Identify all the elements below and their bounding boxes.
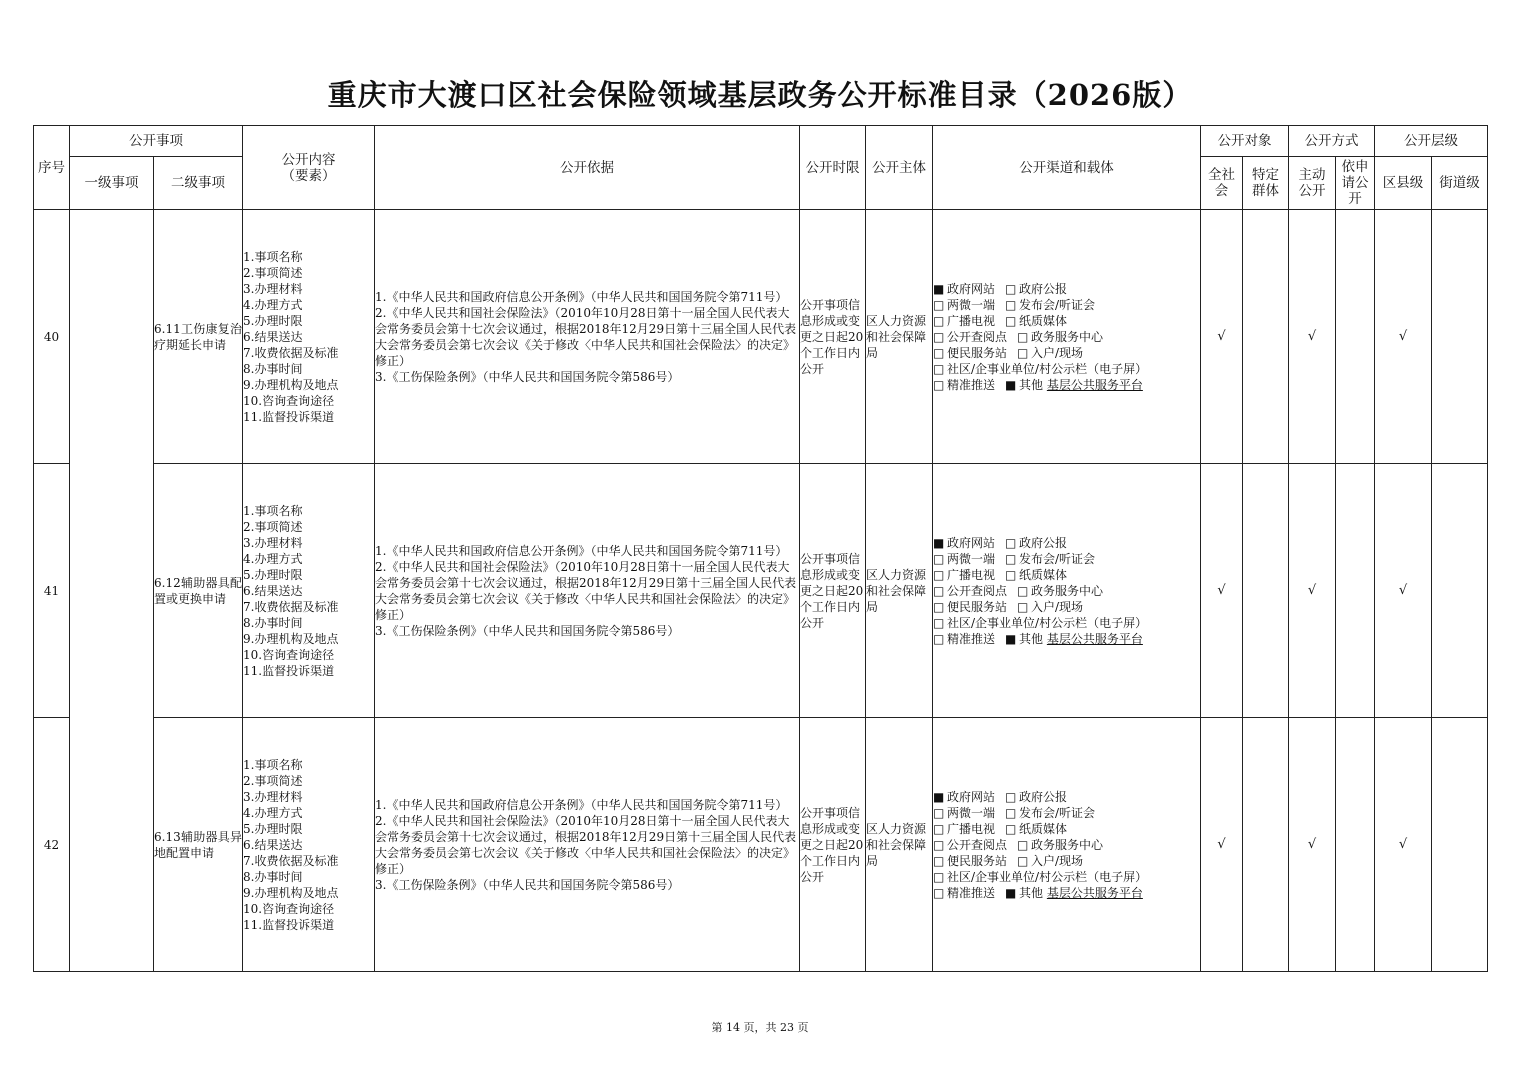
- channel-line: [933, 821, 1200, 837]
- disclosure-channels: [933, 210, 1201, 464]
- channel-option: 广播电视: [947, 821, 996, 836]
- content-element: 6.结果送达: [243, 329, 303, 344]
- content-element: 11.监督投诉渠道: [243, 917, 335, 932]
- content-element: 8.办事时间: [243, 615, 303, 630]
- channel-other-detail: 基层公共服务平台: [1046, 631, 1143, 646]
- content-element: 4.办理方式: [243, 805, 303, 820]
- channel-option: 政府网站: [947, 535, 996, 550]
- table-row: [34, 718, 1488, 972]
- content-element: 1.事项名称: [243, 757, 303, 772]
- disclosure-time-limit: 公开事项信息形成或变更之日起20个工作日内公开: [800, 210, 866, 464]
- level-county-mark: √: [1375, 210, 1432, 464]
- unchecked-box-icon: □: [933, 567, 945, 582]
- channel-option: 发布会/听证会: [1019, 551, 1096, 566]
- col-header-basis: 公开依据: [375, 126, 800, 210]
- channel-option: 其他: [1019, 885, 1044, 900]
- channel-option: 公开查阅点: [947, 583, 1008, 598]
- content-element: 5.办理时限: [243, 821, 303, 836]
- content-element: 7.收费依据及标准: [243, 853, 339, 868]
- channel-option: 纸质媒体: [1019, 821, 1068, 836]
- content-element: 11.监督投诉渠道: [243, 663, 335, 678]
- content-elements: [243, 464, 375, 718]
- basis-item: 1.《中华人民共和国政府信息公开条例》（中华人民共和国国务院令第711号）: [375, 543, 788, 558]
- channel-option: 两微一端: [947, 297, 996, 312]
- checked-box-icon: ■: [933, 789, 945, 804]
- channel-option: 其他: [1019, 377, 1044, 392]
- row-number: 42: [34, 718, 70, 972]
- channel-option: 其他: [1019, 631, 1044, 646]
- channel-option: 公开查阅点: [947, 329, 1008, 344]
- unchecked-box-icon: □: [1017, 837, 1029, 852]
- col-header-time: 公开时限: [800, 126, 866, 210]
- unchecked-box-icon: □: [1005, 821, 1017, 836]
- unchecked-box-icon: □: [1017, 853, 1029, 868]
- col-header-level1: 一级事项: [70, 157, 154, 210]
- channel-option: 政府公报: [1019, 535, 1068, 550]
- content-element: 9.办理机构及地点: [243, 631, 339, 646]
- content-element: 3.办理材料: [243, 281, 303, 296]
- method-request-mark: [1336, 718, 1375, 972]
- channel-line: [933, 535, 1200, 551]
- channel-option: 政府公报: [1019, 281, 1068, 296]
- channel-line: [933, 631, 1200, 647]
- channel-option: 政府公报: [1019, 789, 1068, 804]
- unchecked-box-icon: □: [1017, 599, 1029, 614]
- channel-option: 精准推送: [947, 885, 996, 900]
- channel-option: 入户/现场: [1031, 853, 1084, 868]
- channel-line: [933, 599, 1200, 615]
- channel-option: 发布会/听证会: [1019, 297, 1096, 312]
- table-row: [34, 210, 1488, 464]
- channel-line: [933, 313, 1200, 329]
- disclosure-time-limit: 公开事项信息形成或变更之日起20个工作日内公开: [800, 718, 866, 972]
- channel-option: 便民服务站: [947, 345, 1008, 360]
- content-element: 3.办理材料: [243, 789, 303, 804]
- level-street-mark: [1432, 210, 1488, 464]
- basis-item: 1.《中华人民共和国政府信息公开条例》（中华人民共和国国务院令第711号）: [375, 797, 788, 812]
- channel-line: [933, 345, 1200, 361]
- channel-line: [933, 551, 1200, 567]
- unchecked-box-icon: □: [933, 551, 945, 566]
- content-element: 7.收费依据及标准: [243, 345, 339, 360]
- unchecked-box-icon: □: [933, 885, 945, 900]
- col-header-audience-specific: 特定群体: [1243, 157, 1289, 210]
- unchecked-box-icon: □: [1017, 583, 1029, 598]
- col-header-items: 公开事项: [70, 126, 243, 157]
- unchecked-box-icon: □: [1005, 567, 1017, 582]
- col-header-method-active: 主动公开: [1289, 157, 1336, 210]
- col-header-channel: 公开渠道和载体: [933, 126, 1201, 210]
- col-header-level: 公开层级: [1375, 126, 1488, 157]
- unchecked-box-icon: □: [933, 313, 945, 328]
- basis-item: 2.《中华人民共和国社会保险法》（2010年10月28日第十一届全国人民代表大会常务委员会第十七次会议通过，根据2018年12月29日第十三届全国人民代表大会常务委员会第七次会议《关于修改〈中华人民共和国社会保险法〉的决定》修正）: [375, 305, 797, 368]
- channel-option: 政府网站: [947, 789, 996, 804]
- col-header-level2: 二级事项: [154, 157, 243, 210]
- row-number: 41: [34, 464, 70, 718]
- checked-box-icon: ■: [1005, 885, 1017, 900]
- basis-item: 3.《工伤保险条例》（中华人民共和国国务院令第586号）: [375, 623, 680, 638]
- method-active-mark: √: [1289, 464, 1336, 718]
- channel-line: [933, 297, 1200, 313]
- content-element: 7.收费依据及标准: [243, 599, 339, 614]
- channel-option: 政务服务中心: [1031, 329, 1104, 344]
- col-header-audience: 公开对象: [1201, 126, 1289, 157]
- disclosure-channels: [933, 464, 1201, 718]
- content-element: 6.结果送达: [243, 837, 303, 852]
- unchecked-box-icon: □: [933, 631, 945, 646]
- col-header-level-county: 区县级: [1375, 157, 1432, 210]
- level-street-mark: [1432, 464, 1488, 718]
- col-header-content: [243, 126, 375, 210]
- col-header-subject: 公开主体: [866, 126, 933, 210]
- checked-box-icon: ■: [1005, 631, 1017, 646]
- unchecked-box-icon: □: [1005, 805, 1017, 820]
- channel-option: 纸质媒体: [1019, 567, 1068, 582]
- content-element: 2.事项简述: [243, 773, 303, 788]
- unchecked-box-icon: □: [933, 599, 945, 614]
- channel-line: [933, 789, 1200, 805]
- table-row: [34, 464, 1488, 718]
- content-element: 8.办事时间: [243, 869, 303, 884]
- unchecked-box-icon: □: [1005, 789, 1017, 804]
- level2-item: 6.13辅助器具异地配置申请: [154, 718, 243, 972]
- content-element: 10.咨询查询途径: [243, 647, 335, 662]
- audience-all-mark: √: [1201, 718, 1243, 972]
- level-county-mark: √: [1375, 718, 1432, 972]
- channel-option: 两微一端: [947, 805, 996, 820]
- basis-item: 2.《中华人民共和国社会保险法》（2010年10月28日第十一届全国人民代表大会常务委员会第十七次会议通过，根据2018年12月29日第十三届全国人民代表大会常务委员会第七次会议《关于修改〈中华人民共和国社会保险法〉的决定》修正）: [375, 559, 797, 622]
- unchecked-box-icon: □: [933, 615, 945, 630]
- content-element: 4.办理方式: [243, 551, 303, 566]
- checked-box-icon: ■: [1005, 377, 1017, 392]
- unchecked-box-icon: □: [933, 853, 945, 868]
- checked-box-icon: ■: [933, 535, 945, 550]
- channel-option: 政务服务中心: [1031, 583, 1104, 598]
- disclosure-basis: [375, 210, 800, 464]
- row-number: 40: [34, 210, 70, 464]
- disclosure-subject: 区人力资源和社会保障局: [866, 464, 933, 718]
- content-element: 1.事项名称: [243, 503, 303, 518]
- level2-item: 6.11工伤康复治疗期延长申请: [154, 210, 243, 464]
- channel-option: 发布会/听证会: [1019, 805, 1096, 820]
- content-element: 3.办理材料: [243, 535, 303, 550]
- page-footer: 第 14 页，共 23 页: [711, 1021, 809, 1034]
- content-element: 9.办理机构及地点: [243, 377, 339, 392]
- channel-option: 社区/企事业单位/村公示栏（电子屏）: [947, 361, 1148, 376]
- content-elements: [243, 210, 375, 464]
- disclosure-basis: [375, 464, 800, 718]
- col-header-audience-all: 全社会: [1201, 157, 1243, 210]
- unchecked-box-icon: □: [1017, 329, 1029, 344]
- basis-item: 2.《中华人民共和国社会保险法》（2010年10月28日第十一届全国人民代表大会常务委员会第十七次会议通过，根据2018年12月29日第十三届全国人民代表大会常务委员会第七次会议《关于修改〈中华人民共和国社会保险法〉的决定》修正）: [375, 813, 797, 876]
- unchecked-box-icon: □: [933, 821, 945, 836]
- channel-line: [933, 885, 1200, 901]
- col-header-content-line2: （要素）: [281, 167, 336, 184]
- channel-line: [933, 805, 1200, 821]
- channel-option: 入户/现场: [1031, 345, 1084, 360]
- checked-box-icon: ■: [933, 281, 945, 296]
- channel-line: [933, 361, 1200, 377]
- content-element: 8.办事时间: [243, 361, 303, 376]
- channel-line: [933, 853, 1200, 869]
- audience-all-mark: √: [1201, 210, 1243, 464]
- unchecked-box-icon: □: [933, 361, 945, 376]
- channel-line: [933, 281, 1200, 297]
- unchecked-box-icon: □: [933, 805, 945, 820]
- channel-option: 政府网站: [947, 281, 996, 296]
- channel-option: 广播电视: [947, 567, 996, 582]
- unchecked-box-icon: □: [1005, 551, 1017, 566]
- channel-option: 精准推送: [947, 377, 996, 392]
- unchecked-box-icon: □: [1005, 535, 1017, 550]
- basis-item: 3.《工伤保险条例》（中华人民共和国国务院令第586号）: [375, 369, 680, 384]
- channel-option: 纸质媒体: [1019, 313, 1068, 328]
- unchecked-box-icon: □: [1005, 313, 1017, 328]
- channel-option: 社区/企事业单位/村公示栏（电子屏）: [947, 615, 1148, 630]
- channel-option: 精准推送: [947, 631, 996, 646]
- content-elements: [243, 718, 375, 972]
- content-element: 11.监督投诉渠道: [243, 409, 335, 424]
- disclosure-channels: [933, 718, 1201, 972]
- col-header-seq: 序号: [34, 126, 70, 210]
- audience-specific-mark: [1243, 210, 1289, 464]
- content-element: 6.结果送达: [243, 583, 303, 598]
- channel-option: 广播电视: [947, 313, 996, 328]
- channel-line: [933, 583, 1200, 599]
- unchecked-box-icon: □: [1005, 297, 1017, 312]
- channel-line: [933, 377, 1200, 393]
- unchecked-box-icon: □: [933, 583, 945, 598]
- audience-all-mark: √: [1201, 464, 1243, 718]
- unchecked-box-icon: □: [933, 869, 945, 884]
- method-request-mark: [1336, 210, 1375, 464]
- channel-other-detail: 基层公共服务平台: [1046, 885, 1143, 900]
- content-element: 5.办理时限: [243, 313, 303, 328]
- content-element: 4.办理方式: [243, 297, 303, 312]
- channel-option: 便民服务站: [947, 853, 1008, 868]
- unchecked-box-icon: □: [933, 345, 945, 360]
- audience-specific-mark: [1243, 718, 1289, 972]
- unchecked-box-icon: □: [933, 377, 945, 392]
- unchecked-box-icon: □: [933, 837, 945, 852]
- content-element: 1.事项名称: [243, 249, 303, 264]
- unchecked-box-icon: □: [933, 297, 945, 312]
- channel-line: [933, 869, 1200, 885]
- channel-option: 社区/企事业单位/村公示栏（电子屏）: [947, 869, 1148, 884]
- disclosure-subject: 区人力资源和社会保障局: [866, 210, 933, 464]
- unchecked-box-icon: □: [1005, 281, 1017, 296]
- disclosure-catalog-table: [33, 125, 1488, 972]
- content-element: 10.咨询查询途径: [243, 393, 335, 408]
- level1-item: [70, 210, 154, 972]
- basis-item: 1.《中华人民共和国政府信息公开条例》（中华人民共和国国务院令第711号）: [375, 289, 788, 304]
- channel-line: [933, 837, 1200, 853]
- basis-item: 3.《工伤保险条例》（中华人民共和国国务院令第586号）: [375, 877, 680, 892]
- channel-line: [933, 615, 1200, 631]
- disclosure-time-limit: 公开事项信息形成或变更之日起20个工作日内公开: [800, 464, 866, 718]
- channel-option: 便民服务站: [947, 599, 1008, 614]
- content-element: 2.事项简述: [243, 265, 303, 280]
- channel-option: 入户/现场: [1031, 599, 1084, 614]
- channel-other-detail: 基层公共服务平台: [1046, 377, 1143, 392]
- channel-line: [933, 567, 1200, 583]
- content-element: 5.办理时限: [243, 567, 303, 582]
- channel-line: [933, 329, 1200, 345]
- col-header-content-line1: 公开内容: [281, 151, 336, 168]
- level-county-mark: √: [1375, 464, 1432, 718]
- disclosure-basis: [375, 718, 800, 972]
- col-header-method: 公开方式: [1289, 126, 1375, 157]
- content-element: 2.事项简述: [243, 519, 303, 534]
- method-active-mark: √: [1289, 718, 1336, 972]
- page-title: 重庆市大渡口区社会保险领域基层政务公开标准目录（2026版）: [327, 78, 1193, 112]
- disclosure-subject: 区人力资源和社会保障局: [866, 718, 933, 972]
- channel-option: 公开查阅点: [947, 837, 1008, 852]
- audience-specific-mark: [1243, 464, 1289, 718]
- method-active-mark: √: [1289, 210, 1336, 464]
- channel-option: 政务服务中心: [1031, 837, 1104, 852]
- channel-option: 两微一端: [947, 551, 996, 566]
- content-element: 9.办理机构及地点: [243, 885, 339, 900]
- unchecked-box-icon: □: [1017, 345, 1029, 360]
- method-request-mark: [1336, 464, 1375, 718]
- level-street-mark: [1432, 718, 1488, 972]
- level2-item: 6.12辅助器具配置或更换申请: [154, 464, 243, 718]
- content-element: 10.咨询查询途径: [243, 901, 335, 916]
- col-header-level-street: 街道级: [1432, 157, 1488, 210]
- col-header-method-request: 依申请公开: [1336, 157, 1375, 210]
- unchecked-box-icon: □: [933, 329, 945, 344]
